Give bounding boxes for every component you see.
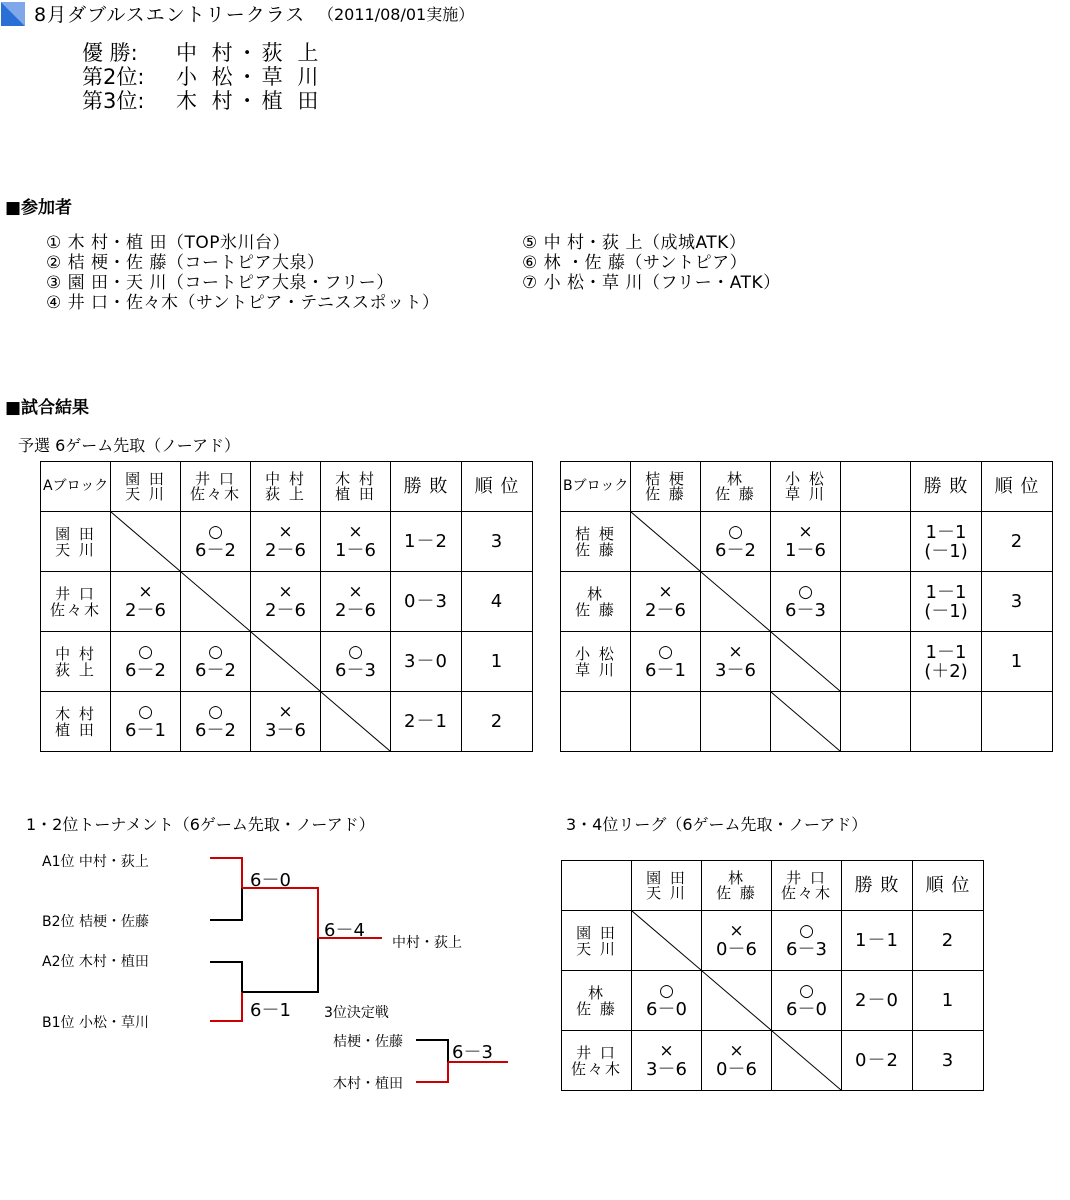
participant-4: ④ 井 口・佐々木（サントピア・テニススポット） (46, 293, 440, 313)
diagonal-line (632, 911, 701, 970)
player-name: 佐 藤 (576, 999, 617, 1018)
match-cell (181, 632, 251, 692)
bracket-line-a2 (210, 962, 242, 992)
diagonal-line (181, 572, 250, 631)
empty-cell (841, 692, 911, 752)
block-a-table (40, 461, 533, 752)
rank: 1 (913, 971, 984, 1031)
rank: 2 (913, 911, 984, 971)
block-a-rank-header: 順 位 (462, 462, 533, 512)
player-name: 桔 梗 (575, 524, 616, 543)
diagonal-line (111, 512, 180, 571)
row-player (562, 971, 632, 1031)
result-mark: × (659, 1040, 674, 1061)
match-cell (701, 512, 771, 572)
match-score: 6－2 (125, 659, 166, 681)
block-b-col-header: 桔 梗 佐 藤 (631, 462, 701, 512)
result-3-label: 第3位: (82, 89, 145, 113)
player-name: 草 川 (575, 660, 616, 679)
row-player (561, 632, 631, 692)
diagonal-line (702, 971, 771, 1030)
result-1-label: 優 勝: (82, 41, 138, 65)
league-col-header: 井 口 佐々木 (772, 861, 842, 911)
self-cell (702, 971, 772, 1031)
row-player (561, 572, 631, 632)
empty-cell (701, 692, 771, 752)
match-score: 6－1 (125, 719, 166, 741)
player-name: 園 田 (576, 923, 617, 942)
player-name: 小 松 (575, 644, 616, 663)
row-player (41, 572, 111, 632)
match-cell (702, 1031, 772, 1091)
block-a-col-header: 園 田 天 川 (111, 462, 181, 512)
match-score: 6－0 (786, 998, 827, 1020)
self-cell (111, 512, 181, 572)
result-mark: × (278, 521, 293, 542)
match-score: 3－6 (265, 719, 306, 741)
participants-heading: ■参加者 (5, 198, 73, 218)
result-mark: ○ (138, 701, 153, 722)
match-cell (111, 692, 181, 752)
result-mark: × (728, 641, 743, 662)
win-loss: 1－1 (－1) (911, 512, 982, 572)
player-name: 林 (587, 983, 605, 1002)
rank: 2 (462, 692, 533, 752)
result-2-name: 小 松・草 川 (176, 65, 323, 89)
self-cell (321, 692, 391, 752)
match-score: 2－6 (335, 599, 376, 621)
block-a-corner: Aブロック (41, 462, 111, 512)
seed-b1: B1位 小松・草川 (42, 1015, 149, 1031)
third-score: 6－3 (452, 1042, 493, 1063)
diagonal-line (701, 572, 770, 631)
diagonal-line (251, 632, 320, 691)
participant-7: ⑦ 小 松・草 川（フリー・ATK） (522, 273, 781, 293)
block-b-rank-header: 順 位 (982, 462, 1053, 512)
self-cell (251, 632, 321, 692)
match-score: 2－6 (645, 599, 686, 621)
block-b-win-header: 勝 敗 (911, 462, 982, 512)
result-2-label: 第2位: (82, 65, 145, 89)
diagonal-line (771, 692, 840, 751)
result-mark: ○ (799, 980, 814, 1001)
result-mark: ○ (658, 641, 673, 662)
result-mark: × (278, 701, 293, 722)
player-name: 佐 藤 (575, 540, 616, 559)
rank: 3 (982, 572, 1053, 632)
bracket-line-b2 (210, 888, 242, 920)
match-cell (321, 632, 391, 692)
rank: 4 (462, 572, 533, 632)
match-score: 0－6 (716, 938, 757, 960)
self-cell (771, 632, 841, 692)
result-mark: ○ (208, 701, 223, 722)
empty-cell (982, 692, 1053, 752)
match-score: 6－2 (195, 539, 236, 561)
table-row (561, 692, 1053, 752)
score-final: 6－4 (324, 920, 365, 941)
empty-cell (911, 692, 982, 752)
result-mark: ○ (798, 581, 813, 602)
block-b-empty-header (841, 462, 911, 512)
win-loss: 2－0 (842, 971, 913, 1031)
match-score: 2－6 (265, 539, 306, 561)
participant-2: ② 桔 梗・佐 藤（コートピア大泉） (46, 253, 325, 273)
block-b-corner: Bブロック (561, 462, 631, 512)
block-a-col-header: 井 口 佐々木 (181, 462, 251, 512)
result-mark: ○ (138, 641, 153, 662)
player-name: 植 田 (55, 720, 96, 739)
block-a-win-header: 勝 敗 (391, 462, 462, 512)
league-label: 3・4位リーグ（6ゲーム先取・ノーアド） (566, 815, 868, 834)
match-score: 3－6 (715, 659, 756, 681)
block-b-col-header: 林 佐 藤 (701, 462, 771, 512)
result-mark: ○ (659, 980, 674, 1001)
match-cell (251, 572, 321, 632)
win-loss: 1－1 (－1) (911, 572, 982, 632)
bracket-line-third-top (416, 1040, 448, 1062)
match-score: 6－2 (715, 539, 756, 561)
row-player (41, 692, 111, 752)
match-score: 6－0 (646, 998, 687, 1020)
third-place-label: 3位決定戦 (324, 1005, 389, 1021)
player-name: 林 (586, 584, 604, 603)
match-cell (632, 1031, 702, 1091)
rank: 1 (462, 632, 533, 692)
diagonal-line (772, 1031, 841, 1090)
result-1-name: 中 村・荻 上 (176, 41, 323, 65)
rank: 2 (982, 512, 1053, 572)
win-loss: 0－2 (842, 1031, 913, 1091)
match-score: 3－6 (646, 1058, 687, 1080)
match-cell (702, 911, 772, 971)
match-cell (321, 572, 391, 632)
table-row (41, 512, 533, 572)
bracket-line-third-bottom (416, 1062, 448, 1082)
match-score: 6－1 (645, 659, 686, 681)
row-player (561, 512, 631, 572)
match-cell (631, 572, 701, 632)
table-row (561, 512, 1053, 572)
row-player (562, 1031, 632, 1091)
empty-cell (841, 632, 911, 692)
result-mark: × (729, 920, 744, 941)
block-a-col-header: 中 村 荻 上 (251, 462, 321, 512)
win-loss: 1－1 (＋2) (911, 632, 982, 692)
match-cell (771, 572, 841, 632)
result-mark: ○ (728, 521, 743, 542)
result-mark: × (278, 581, 293, 602)
result-mark: × (348, 581, 363, 602)
seed-b2: B2位 桔梗・佐藤 (42, 914, 149, 930)
match-score: 6－3 (785, 599, 826, 621)
result-mark: × (729, 1040, 744, 1061)
result-mark: × (798, 521, 813, 542)
league-table (561, 860, 984, 1091)
win-loss: 1－1 (842, 911, 913, 971)
match-cell (771, 512, 841, 572)
match-cell (631, 632, 701, 692)
table-row (562, 971, 984, 1031)
tournament-label: 1・2位トーナメント（6ゲーム先取・ノーアド） (26, 815, 375, 834)
diagonal-line (321, 692, 390, 751)
participant-3: ③ 園 田・天 川（コートピア大泉・フリー） (46, 273, 394, 293)
bracket-line-b1 (210, 992, 242, 1021)
match-cell (632, 971, 702, 1031)
match-score: 6－3 (786, 938, 827, 960)
diagonal-line (631, 512, 700, 571)
row-player (41, 632, 111, 692)
bracket-line-top-out (242, 888, 318, 938)
player-name: 佐々木 (570, 1059, 622, 1078)
result-mark: ○ (208, 521, 223, 542)
result-3-name: 木 村・植 田 (176, 89, 323, 113)
diagonal-line (771, 632, 840, 691)
table-row (41, 572, 533, 632)
match-cell (251, 512, 321, 572)
self-cell (701, 572, 771, 632)
player-name: 荻 上 (55, 660, 96, 679)
player-name: 佐 藤 (575, 600, 616, 619)
match-cell (321, 512, 391, 572)
match-score: 1－6 (335, 539, 376, 561)
match-cell (181, 512, 251, 572)
league-col-header: 園 田 天 川 (632, 861, 702, 911)
bracket-line-bottom-out (242, 938, 318, 992)
table-row (561, 572, 1053, 632)
match-results-heading: ■試合結果 (5, 398, 90, 418)
page-title: 8月ダブルスエントリークラス (34, 4, 306, 26)
win-loss: 2－1 (391, 692, 462, 752)
player-name: 天 川 (55, 540, 96, 559)
match-score: 6－3 (335, 659, 376, 681)
table-row (41, 632, 533, 692)
match-score: 0－6 (716, 1058, 757, 1080)
match-score: 2－6 (125, 599, 166, 621)
participant-6: ⑥ 林 ・佐 藤（サントピア） (522, 253, 748, 273)
participant-5: ⑤ 中 村・荻 上（成城ATK） (522, 233, 747, 253)
player-name: 天 川 (576, 939, 617, 958)
match-cell (181, 692, 251, 752)
empty-cell (841, 512, 911, 572)
rank: 3 (913, 1031, 984, 1091)
empty-cell (561, 692, 631, 752)
win-loss: 3－0 (391, 632, 462, 692)
league-win-header: 勝 敗 (842, 861, 913, 911)
result-mark: × (138, 581, 153, 602)
self-cell (631, 512, 701, 572)
league-rank-header: 順 位 (913, 861, 984, 911)
league-col-header: 林 佐 藤 (702, 861, 772, 911)
table-row (562, 911, 984, 971)
block-a-col-header: 木 村 植 田 (321, 462, 391, 512)
self-cell (181, 572, 251, 632)
player-name: 園 田 (55, 524, 96, 543)
logo-icon (1, 2, 25, 26)
empty-cell (631, 692, 701, 752)
self-cell (632, 911, 702, 971)
match-score: 2－6 (265, 599, 306, 621)
match-cell (772, 971, 842, 1031)
match-score: 6－2 (195, 719, 236, 741)
table-row (561, 632, 1053, 692)
rank: 1 (982, 632, 1053, 692)
player-name: 中 村 (55, 644, 96, 663)
match-score: 6－2 (195, 659, 236, 681)
result-mark: ○ (348, 641, 363, 662)
table-row (562, 1031, 984, 1091)
match-cell (111, 572, 181, 632)
player-name: 木 村 (55, 704, 96, 723)
player-name: 井 口 (576, 1043, 617, 1062)
score-bottom: 6－1 (250, 1000, 291, 1021)
qualifier-label: 予選 6ゲーム先取（ノーアド） (18, 436, 240, 455)
win-loss: 1－2 (391, 512, 462, 572)
match-cell (701, 632, 771, 692)
player-name: 佐々木 (49, 600, 101, 619)
event-date: （2011/08/01実施） (318, 5, 475, 24)
result-mark: × (658, 581, 673, 602)
rank: 3 (462, 512, 533, 572)
third-player-1: 桔梗・佐藤 (333, 1034, 403, 1050)
league-corner (562, 861, 632, 911)
bracket-line-a1 (210, 858, 242, 888)
match-cell (111, 632, 181, 692)
block-b-col-header: 小 松 草 川 (771, 462, 841, 512)
result-mark: ○ (208, 641, 223, 662)
participant-1: ① 木 村・植 田（TOP氷川台） (46, 233, 290, 253)
seed-a2: A2位 木村・植田 (42, 954, 149, 970)
result-mark: × (348, 521, 363, 542)
player-name: 井 口 (55, 584, 96, 603)
empty-cell (841, 572, 911, 632)
third-player-2: 木村・植田 (333, 1076, 403, 1092)
table-row (41, 692, 533, 752)
score-top: 6－0 (250, 870, 291, 891)
match-cell (251, 692, 321, 752)
match-cell (772, 911, 842, 971)
row-player (562, 911, 632, 971)
result-mark: ○ (799, 920, 814, 941)
seed-a1: A1位 中村・荻上 (42, 854, 149, 870)
win-loss: 0－3 (391, 572, 462, 632)
self-cell (771, 692, 841, 752)
match-score: 1－6 (785, 539, 826, 561)
tournament-winner: 中村・荻上 (392, 935, 462, 951)
block-b-table (560, 461, 1053, 752)
row-player (41, 512, 111, 572)
self-cell (772, 1031, 842, 1091)
